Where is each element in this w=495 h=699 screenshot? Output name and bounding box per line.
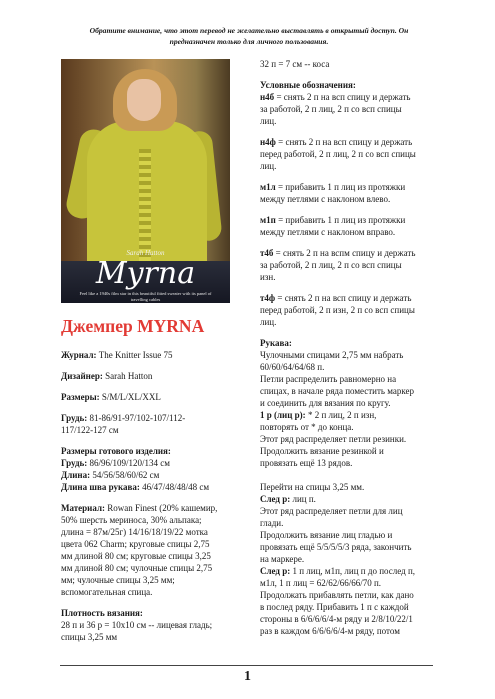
next-row-label: След р: — [260, 494, 291, 504]
abbr-line: перед работой, 2 п изн, 2 п со всп спицы — [260, 305, 415, 315]
bust-line — [61, 412, 241, 424]
sleeves-line: Этот ряд распределяет петли резинки. — [260, 434, 407, 444]
gauge-line: 28 п и 36 р = 10x10 см -- лицевая гладь; — [61, 620, 213, 630]
length-line — [61, 469, 241, 481]
privacy-notice — [55, 25, 443, 47]
fin-bust-line — [61, 457, 241, 469]
cover-designer: Sarah Hatton — [126, 249, 165, 257]
sleeves-line: провязать ещё 13 рядов. — [260, 458, 353, 468]
abbr-line — [260, 181, 445, 193]
journal-value: The Knitter Issue 75 — [98, 350, 173, 360]
abbr-line: между петлями с наклоном вправо. — [260, 227, 396, 237]
sleeves-line: 60/60/64/64/68 п. — [260, 362, 325, 372]
gauge-line: спицы 3,25 мм — [61, 632, 118, 642]
abbr-line: изн. — [260, 272, 276, 282]
bust-label: Грудь: — [61, 413, 88, 423]
cover-title: Myrna — [95, 256, 196, 291]
abbr-line — [260, 136, 445, 148]
notice-line-2: предназначен только для личного пользования. — [169, 37, 329, 46]
abbr-text: = снять 2 п на вспм спицу и держать — [273, 248, 416, 258]
sleeves-line: Продолжать прибавлять петли, как дано — [260, 590, 414, 600]
abbr-line: за работой, 2 п лиц, 2 п со всп спицы — [260, 104, 402, 114]
material-line: вспомогательная спица. — [61, 587, 153, 597]
gauge-heading: Плотность вязания: — [61, 608, 143, 618]
sleeves-line: Чулочными спицами 2,75 мм набрать — [260, 350, 404, 360]
abbr-line — [260, 292, 445, 304]
sizes-label: Размеры: — [61, 392, 100, 402]
next-row-line — [260, 565, 445, 577]
journal-label: Журнал: — [61, 350, 97, 360]
row1-line-2: повторять от * до конца. — [260, 422, 354, 432]
row1-text: * 2 п лиц, 2 п изн, — [305, 410, 377, 420]
cable-gauge-line: 32 п = 7 см -- коса — [260, 59, 330, 69]
material-line: 50% шерсть мериноса, 30% альпака; — [61, 515, 202, 525]
abbr-key: м1п — [260, 215, 276, 225]
sleeve-label: Длина шва рукава: — [61, 482, 140, 492]
sleeves-line: на маркере. — [260, 554, 305, 564]
abbr-line: за работой, 2 п лиц, 2 п со всп спицы — [260, 260, 402, 270]
sleeves-line: глади. — [260, 518, 284, 528]
abbr-line: между петлями с наклоном влево. — [260, 194, 391, 204]
next-row-text: 1 п лиц, м1п, лиц п до послед п, — [290, 566, 416, 576]
sleeves-line: стороны в 6/6/6/6/4-м ряду и 2/8/10/22/1 — [260, 614, 413, 624]
journal-line — [61, 349, 241, 361]
next-row-label: След р: — [260, 566, 291, 576]
sizes-value: S/M/L/XL/XXL — [101, 392, 161, 402]
abbr-text: = снять 2 п на всп спицу и держать — [274, 92, 411, 102]
material-line-1 — [61, 502, 241, 514]
material-line: мм; чулочные спицы 3,25 мм; — [61, 575, 175, 585]
material-line: цвета 062 Charm; круговые спицы 2,75 — [61, 539, 210, 549]
bust-value-1: 81-86/91-97/102-107/112- — [89, 413, 186, 423]
left-column — [61, 349, 241, 643]
material-line: мм длиной 80 см; круговые спицы 3,25 — [61, 551, 211, 561]
abbr-key: н4б — [260, 92, 275, 102]
sleeves-heading: Рукава: — [260, 338, 292, 348]
length-value: 54/56/58/60/62 см — [92, 470, 160, 480]
sleeves-line: Продолжить вязание лиц гладью и — [260, 530, 393, 540]
material-line: длина = 87м/25г) 14/16/18/19/22 мотка — [61, 527, 208, 537]
sleeves-line: Этот ряд распределяет петли для лиц — [260, 506, 403, 516]
abbr-line: лиц. — [260, 116, 277, 126]
abbr-text: = прибавить 1 п лиц из протяжки — [275, 182, 406, 192]
fin-bust-value: 86/96/109/120/134 см — [89, 458, 170, 468]
abbr-heading: Условные обозначения: — [260, 80, 356, 90]
next-row-text: лиц п. — [290, 494, 316, 504]
material-text: Rowan Finest (20% кашемир, — [107, 503, 218, 513]
cover-photo — [61, 59, 230, 303]
abbr-key: т4б — [260, 248, 274, 258]
abbr-line — [260, 91, 445, 103]
footer-divider — [60, 665, 433, 666]
designer-line — [61, 370, 241, 382]
designer-label: Дизайнер: — [61, 371, 103, 381]
abbr-line — [260, 214, 445, 226]
abbr-line — [260, 247, 445, 259]
sleeves-line: Продолжить вязание резинкой и — [260, 446, 384, 456]
finished-heading: Размеры готового изделия: — [61, 446, 171, 456]
material-label: Материал: — [61, 503, 105, 513]
sleeves-line: Петли распределить равномерно на — [260, 374, 397, 384]
abbr-text: = снять 2 п на всп спицу и держать — [275, 293, 412, 303]
abbr-key: н4ф — [260, 137, 276, 147]
sleeves-line: провязать ещё 5/5/5/5/3 ряда, закончить — [260, 542, 412, 552]
sleeves-line: спицах, в начале ряда поместить маркер — [260, 386, 415, 396]
fin-bust-label: Грудь: — [61, 458, 88, 468]
material-line: мм длиной 80 см; чулочные спицы 2,75 — [61, 563, 213, 573]
abbr-text: = прибавить 1 п лиц из протяжки — [275, 215, 406, 225]
abbr-line: лиц. — [260, 161, 277, 171]
designer-value: Sarah Hatton — [105, 371, 153, 381]
bust-line-2: 117/122-127 см — [61, 425, 119, 435]
sizes-line — [61, 391, 241, 403]
page-number: 1 — [244, 669, 251, 684]
abbr-line: перед работой, 2 п лиц, 2 п со всп спицы — [260, 149, 416, 159]
pattern-title: Джемпер MYRNA — [61, 316, 205, 336]
abbr-key: м1л — [260, 182, 276, 192]
abbr-text: = снять 2 п на всп спицу и держать — [275, 137, 413, 147]
right-column — [260, 58, 445, 637]
next-row-line-2: м1л, 1 п лиц = 62/62/66/66/70 п. — [260, 578, 382, 588]
length-label: Длина: — [61, 470, 91, 480]
sleeve-line — [61, 481, 241, 493]
row1-line — [260, 409, 445, 421]
sleeve-value: 46/47/48/48/48 см — [142, 482, 210, 492]
switch-needles-line: Перейти на спицы 3,25 мм. — [260, 482, 365, 492]
notice-line-1: Обратите внимание, что этот перевод не желательно выставлять в открытый доступ. Он — [89, 26, 409, 35]
abbr-line: лиц. — [260, 317, 277, 327]
sleeves-line: и соединить для вязания по кругу. — [260, 398, 391, 408]
sleeves-line: раз в каждом 6/6/6/6/4-м ряду, потом — [260, 626, 400, 636]
next-row-line — [260, 493, 445, 505]
row1-label: 1 р (лиц р): — [260, 410, 306, 420]
abbr-key: т4ф — [260, 293, 276, 303]
sleeves-line: в послед ряду. Прибавить 1 п с каждой — [260, 602, 409, 612]
photo-face — [127, 79, 161, 121]
cover-tagline: Feel like a 1940s film star in this beautiful fitted sweater with its panel of travelling cables — [79, 291, 212, 302]
